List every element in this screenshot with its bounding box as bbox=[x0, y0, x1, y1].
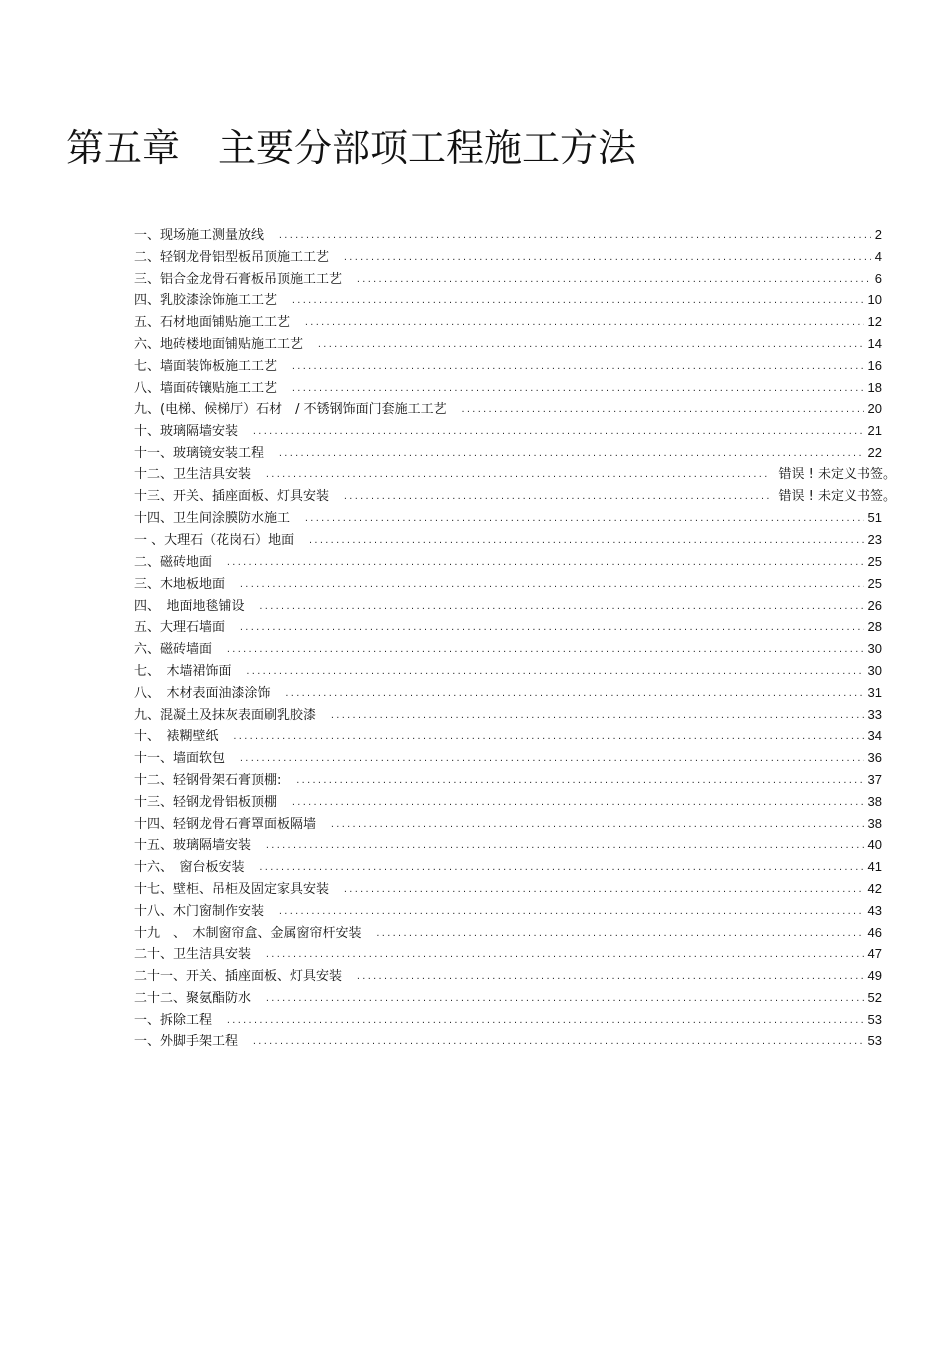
toc-entry[interactable] bbox=[134, 856, 882, 878]
toc-entry-label: 十一、墙面软包 bbox=[134, 751, 226, 767]
toc-entry[interactable] bbox=[134, 246, 882, 268]
toc-entry[interactable] bbox=[134, 965, 882, 987]
toc-dot-leader bbox=[239, 617, 864, 639]
toc-entry[interactable] bbox=[134, 464, 896, 486]
toc-dot-leader bbox=[265, 835, 864, 857]
toc-dot-leader bbox=[317, 334, 864, 356]
toc-dot-leader bbox=[259, 857, 864, 879]
toc-entry[interactable] bbox=[134, 725, 882, 747]
toc-entry-page-number: 16 bbox=[867, 357, 882, 373]
toc-entry[interactable] bbox=[134, 704, 882, 726]
toc-entry-page-number: 41 bbox=[867, 859, 882, 875]
toc-dot-leader bbox=[239, 574, 864, 596]
toc-dot-leader bbox=[278, 225, 871, 247]
toc-entry-label: 十一、玻璃镜安装工程 bbox=[134, 445, 265, 461]
toc-entry-label: 十五、玻璃隔墙安装 bbox=[134, 838, 252, 854]
toc-entry-label: 四、乳胶漆涂饰施工工艺 bbox=[134, 293, 278, 309]
toc-dot-leader bbox=[461, 399, 864, 421]
toc-dot-leader bbox=[330, 705, 864, 727]
toc-entry-label: 二、轻钢龙骨铝型板吊顶施工工艺 bbox=[134, 249, 330, 265]
toc-entry[interactable] bbox=[134, 333, 882, 355]
toc-dot-leader bbox=[330, 814, 864, 836]
toc-entry[interactable] bbox=[134, 1030, 882, 1052]
toc-entry-label: 七、墙面装饰板施工工艺 bbox=[134, 358, 278, 374]
toc-entry[interactable] bbox=[134, 813, 882, 835]
toc-entry[interactable] bbox=[134, 834, 882, 856]
toc-dot-leader bbox=[308, 530, 863, 552]
toc-entry[interactable] bbox=[134, 486, 896, 508]
toc-entry-label: 十、玻璃隔墙安装 bbox=[134, 424, 239, 440]
toc-entry-page-number: 10 bbox=[867, 292, 882, 308]
toc-entry[interactable] bbox=[134, 769, 882, 791]
toc-entry[interactable] bbox=[134, 638, 882, 660]
toc-dot-leader bbox=[226, 552, 864, 574]
toc-entry-label: 三、木地板地面 bbox=[134, 576, 226, 592]
toc-dot-leader bbox=[226, 1010, 864, 1032]
toc-entry-label: 九、(电梯、候梯厅）石材 / 不锈钢饰面门套施工工艺 bbox=[134, 402, 447, 418]
toc-entry-page-number: 4 bbox=[874, 248, 882, 264]
toc-entry-label: 一、现场施工测量放线 bbox=[134, 228, 265, 243]
toc-entry-page-number: 52 bbox=[867, 989, 882, 1005]
toc-dot-leader bbox=[278, 901, 864, 923]
table-of-contents bbox=[134, 224, 896, 1052]
toc-entry[interactable] bbox=[134, 507, 882, 529]
toc-dot-leader bbox=[304, 312, 864, 334]
toc-entry-page-number: 2 bbox=[874, 227, 882, 242]
toc-entry-page-number: 38 bbox=[867, 793, 882, 809]
toc-entry-page-number: 18 bbox=[867, 379, 882, 395]
toc-entry-label: 十四、卫生间涂膜防水施工 bbox=[134, 511, 291, 527]
toc-entry-page-number: 28 bbox=[867, 619, 882, 635]
toc-entry-page-number: 53 bbox=[867, 1033, 882, 1049]
toc-entry-page-number: 53 bbox=[867, 1011, 882, 1027]
toc-entry-label: 二十、卫生洁具安装 bbox=[134, 947, 252, 963]
toc-entry[interactable] bbox=[134, 398, 882, 420]
toc-dot-leader bbox=[226, 639, 864, 661]
toc-dot-leader bbox=[265, 464, 769, 486]
toc-entry[interactable] bbox=[134, 1009, 882, 1031]
toc-dot-leader bbox=[291, 792, 864, 814]
toc-entry-label: 十四、轻钢龙骨石膏罩面板隔墙 bbox=[134, 816, 317, 832]
toc-entry-label: 一 、大理石（花岗石）地面 bbox=[134, 533, 295, 549]
toc-entry-page-number: 51 bbox=[867, 510, 882, 526]
toc-entry-page-number: 22 bbox=[867, 444, 882, 460]
toc-dot-leader bbox=[278, 443, 864, 465]
toc-entry-page-number: 30 bbox=[867, 662, 882, 678]
page-title: 第五章 主要分部项工程施工方法 bbox=[66, 126, 637, 170]
toc-entry[interactable] bbox=[134, 289, 882, 311]
toc-entry-page-number: 42 bbox=[867, 880, 882, 896]
toc-dot-leader bbox=[376, 923, 864, 945]
toc-entry-label: 九、混凝土及抹灰表面刷乳胶漆 bbox=[134, 707, 317, 723]
toc-entry-label: 五、大理石墙面 bbox=[134, 620, 226, 636]
toc-dot-leader bbox=[265, 944, 864, 966]
toc-entry-label: 十九 、 木制窗帘盒、金属窗帘杆安装 bbox=[134, 925, 362, 941]
toc-entry-label: 五、石材地面铺贴施工工艺 bbox=[134, 315, 291, 331]
toc-entry-label: 十六、 窗台板安装 bbox=[134, 860, 245, 876]
toc-entry[interactable] bbox=[134, 355, 882, 377]
toc-entry[interactable] bbox=[134, 573, 882, 595]
toc-dot-leader bbox=[356, 966, 864, 988]
toc-entry-label: 一、外脚手架工程 bbox=[134, 1034, 239, 1050]
toc-entry-label: 十三、轻钢龙骨铝板顶棚 bbox=[134, 794, 278, 810]
toc-dot-leader bbox=[291, 356, 864, 378]
toc-entry-page-number: 40 bbox=[867, 837, 882, 853]
toc-entry-bookmark-error: 错误 ! 未定义书签。 bbox=[778, 466, 896, 482]
toc-entry-page-number: 6 bbox=[874, 270, 882, 286]
toc-entry-label: 六、地砖楼地面铺贴施工工艺 bbox=[134, 336, 304, 352]
toc-dot-leader bbox=[285, 683, 864, 705]
toc-entry[interactable] bbox=[134, 224, 882, 246]
toc-entry-label: 八、 木材表面油漆涂饰 bbox=[134, 685, 271, 701]
toc-entry-page-number: 30 bbox=[867, 641, 882, 657]
toc-entry-page-number: 25 bbox=[867, 575, 882, 591]
toc-dot-leader bbox=[295, 770, 863, 792]
toc-entry-label: 十、 裱糊壁纸 bbox=[134, 729, 219, 745]
toc-entry-page-number: 21 bbox=[867, 423, 882, 439]
toc-dot-leader bbox=[356, 269, 871, 291]
toc-entry-page-number: 38 bbox=[867, 815, 882, 831]
toc-entry[interactable] bbox=[134, 268, 882, 290]
toc-entry-page-number: 49 bbox=[867, 968, 882, 984]
toc-entry-label: 十二、卫生洁具安装 bbox=[134, 466, 252, 482]
toc-entry-page-number: 26 bbox=[867, 597, 882, 613]
toc-dot-leader bbox=[252, 1031, 864, 1053]
toc-entry-page-number: 23 bbox=[867, 532, 882, 548]
toc-entry-label: 八、墙面砖镶贴施工工艺 bbox=[134, 380, 278, 396]
toc-entry-page-number: 43 bbox=[867, 902, 882, 918]
toc-entry-page-number: 25 bbox=[867, 553, 882, 569]
toc-dot-leader bbox=[259, 596, 864, 618]
toc-dot-leader bbox=[252, 421, 864, 443]
toc-entry-page-number: 36 bbox=[867, 750, 882, 766]
toc-dot-leader bbox=[343, 486, 769, 508]
toc-entry[interactable] bbox=[134, 551, 882, 573]
toc-entry-page-number: 34 bbox=[867, 728, 882, 744]
toc-entry-page-number: 31 bbox=[867, 684, 882, 700]
toc-entry[interactable] bbox=[134, 682, 882, 704]
toc-entry[interactable] bbox=[134, 616, 882, 638]
toc-entry-page-number: 20 bbox=[867, 401, 882, 417]
toc-entry-label: 二十一、开关、插座面板、灯具安装 bbox=[134, 969, 343, 985]
toc-dot-leader bbox=[291, 378, 864, 400]
toc-entry[interactable] bbox=[134, 987, 882, 1009]
toc-entry-label: 二、磁砖地面 bbox=[134, 554, 213, 570]
toc-entry-label: 十三、开关、插座面板、灯具安装 bbox=[134, 488, 330, 504]
toc-entry-page-number: 46 bbox=[867, 924, 882, 940]
toc-entry[interactable] bbox=[134, 377, 882, 399]
toc-dot-leader bbox=[246, 661, 864, 683]
toc-dot-leader bbox=[343, 879, 864, 901]
toc-entry-page-number: 37 bbox=[867, 771, 882, 787]
toc-entry-page-number: 12 bbox=[867, 314, 882, 330]
toc-entry[interactable] bbox=[134, 311, 882, 333]
toc-dot-leader bbox=[343, 247, 871, 269]
toc-entry-label: 二十二、聚氨酯防水 bbox=[134, 990, 252, 1006]
toc-entry-label: 三、铝合金龙骨石膏板吊顶施工工艺 bbox=[134, 271, 343, 287]
toc-dot-leader bbox=[291, 290, 864, 312]
toc-entry-label: 七、 木墙裙饰面 bbox=[134, 663, 232, 679]
toc-entry-label: 四、 地面地毯铺设 bbox=[134, 598, 245, 614]
toc-entry[interactable] bbox=[134, 791, 882, 813]
toc-entry-bookmark-error: 错误 ! 未定义书签。 bbox=[778, 488, 896, 504]
toc-entry-page-number: 33 bbox=[867, 706, 882, 722]
toc-dot-leader bbox=[265, 988, 864, 1010]
toc-entry[interactable] bbox=[134, 900, 882, 922]
toc-entry[interactable] bbox=[134, 747, 882, 769]
toc-entry-label: 六、磁砖墙面 bbox=[134, 642, 213, 658]
toc-entry-page-number: 47 bbox=[867, 946, 882, 962]
toc-entry-page-number: 14 bbox=[867, 335, 882, 351]
toc-entry[interactable] bbox=[134, 878, 882, 900]
toc-entry-label: 十八、木门窗制作安装 bbox=[134, 903, 265, 919]
toc-dot-leader bbox=[233, 726, 864, 748]
toc-entry[interactable] bbox=[134, 595, 882, 617]
toc-entry[interactable] bbox=[134, 529, 882, 551]
toc-entry-label: 一、拆除工程 bbox=[134, 1012, 213, 1028]
toc-dot-leader bbox=[304, 508, 864, 530]
toc-entry[interactable] bbox=[134, 943, 882, 965]
toc-entry[interactable] bbox=[134, 442, 882, 464]
toc-entry-label: 十二、轻钢骨架石膏顶棚: bbox=[134, 772, 282, 788]
toc-entry-label: 十七、壁柜、吊柜及固定家具安装 bbox=[134, 881, 330, 897]
toc-entry[interactable] bbox=[134, 922, 882, 944]
toc-entry[interactable] bbox=[134, 420, 882, 442]
toc-entry[interactable] bbox=[134, 660, 882, 682]
toc-dot-leader bbox=[239, 748, 864, 770]
